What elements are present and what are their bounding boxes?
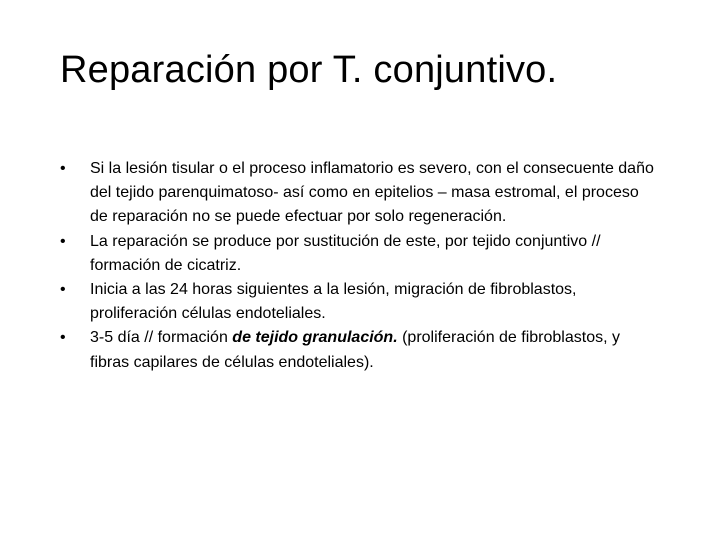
bullet-marker: • bbox=[60, 232, 66, 250]
bullet-item bbox=[60, 157, 660, 230]
bullet-item bbox=[60, 278, 660, 326]
bullet-item bbox=[60, 326, 660, 374]
bullet-marker: • bbox=[60, 281, 66, 299]
bullet-list bbox=[60, 157, 660, 375]
bullet-text-after-emphasis: (proliferación de fibroblastos, y fibras capilares de células endoteliales). bbox=[90, 329, 620, 371]
bullet-marker: • bbox=[60, 329, 66, 347]
bullet-text: La reparación se produce por sustitución de este, por tejido conjuntivo // formación de cicatriz. bbox=[90, 232, 601, 274]
bullet-text: Inicia a las 24 horas siguientes a la lesión, migración de fibroblastos, proliferación células endoteliales. bbox=[90, 281, 577, 323]
emphasized-term: de tejido granulación. bbox=[232, 329, 398, 347]
bullet-item bbox=[60, 230, 660, 278]
bullet-text: Si la lesión tisular o el proceso inflamatorio es severo, con el consecuente daño del tejido parenquimatoso- así como en epitelios – masa estromal, el proceso de reparación no se puede efectuar por solo regeneración. bbox=[90, 160, 654, 226]
bullet-marker: • bbox=[60, 160, 66, 177]
bullet-text-before-emphasis: 3-5 día // formación bbox=[90, 329, 233, 347]
slide-title: Reparación por T. conjuntivo. bbox=[60, 49, 558, 91]
